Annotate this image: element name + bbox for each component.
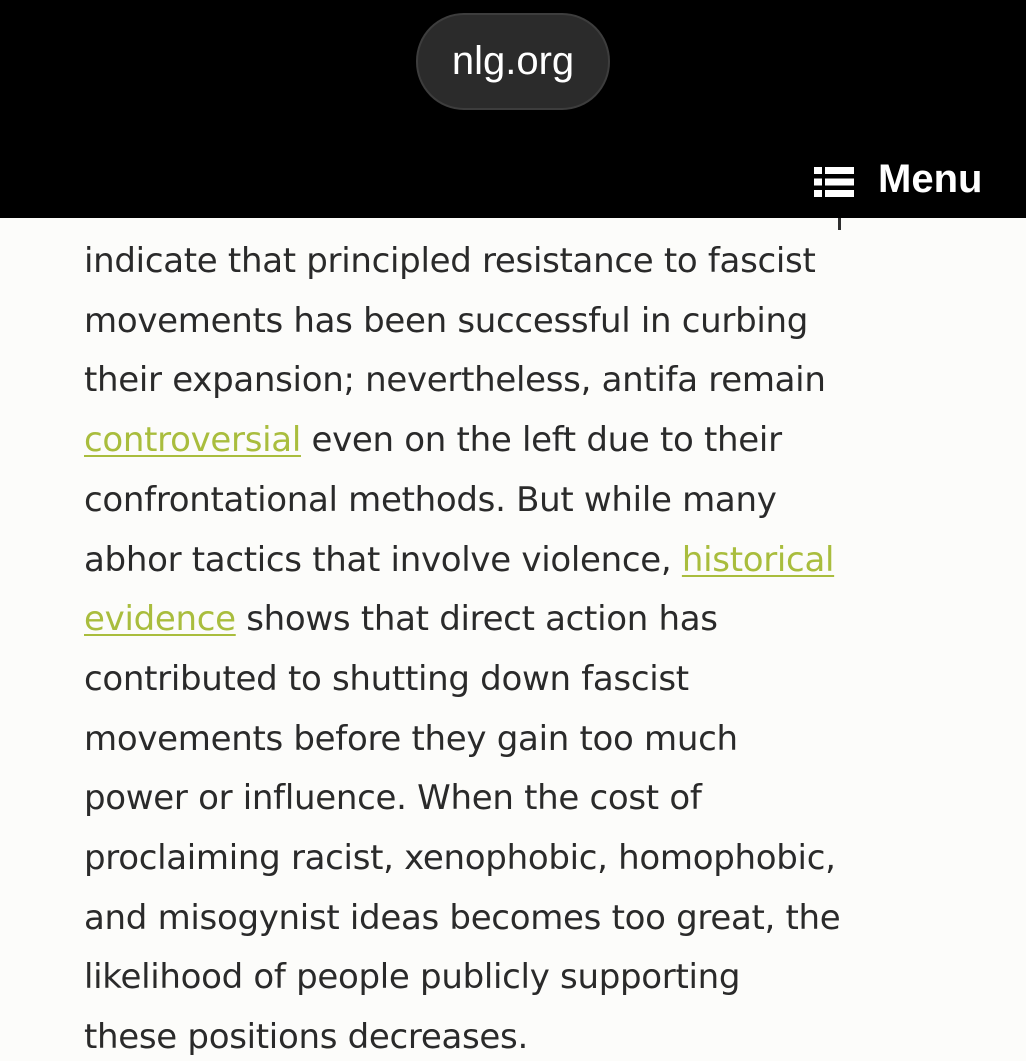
url-text: nlg.org bbox=[451, 39, 575, 83]
text-line: contributed to shutting down fascist bbox=[84, 658, 689, 699]
list-icon bbox=[814, 163, 854, 195]
address-bar[interactable] bbox=[416, 13, 610, 110]
text-line bbox=[84, 531, 964, 591]
text-segment: even on the left due to their bbox=[300, 420, 782, 461]
text-line: their expansion; nevertheless, antifa remain bbox=[84, 360, 826, 401]
text-line: indicate that principled resistance to fascist bbox=[84, 241, 816, 281]
controversial-link[interactable]: controversial bbox=[84, 420, 301, 461]
site-header bbox=[0, 0, 1026, 218]
menu-label: Menu bbox=[878, 156, 983, 201]
text-line bbox=[84, 590, 964, 650]
text-line: and misogynist ideas becomes too great, the bbox=[84, 897, 841, 938]
text-line: proclaiming racist, xenophobic, homophobic, bbox=[84, 838, 836, 879]
text-segment: abhor tactics that involve violence, bbox=[84, 539, 682, 580]
text-line: power or influence. When the cost of bbox=[84, 778, 702, 819]
text-line: movements before they gain too much bbox=[84, 718, 738, 759]
historical-evidence-link-continued[interactable]: evidence bbox=[84, 599, 236, 640]
text-line: confrontational methods. But while many bbox=[84, 479, 777, 520]
text-line: these positions decreases. bbox=[84, 1017, 528, 1058]
text-line bbox=[84, 411, 964, 471]
text-segment: shows that direct action has bbox=[235, 599, 718, 640]
clipped-text-fragment bbox=[838, 218, 841, 230]
historical-evidence-link[interactable]: historical bbox=[681, 539, 835, 580]
menu-button[interactable] bbox=[814, 152, 982, 206]
article-paragraph bbox=[84, 232, 964, 1061]
text-line: likelihood of people publicly supporting bbox=[84, 957, 741, 998]
text-line: movements has been successful in curbing bbox=[84, 300, 809, 341]
article-content bbox=[0, 218, 1026, 1061]
